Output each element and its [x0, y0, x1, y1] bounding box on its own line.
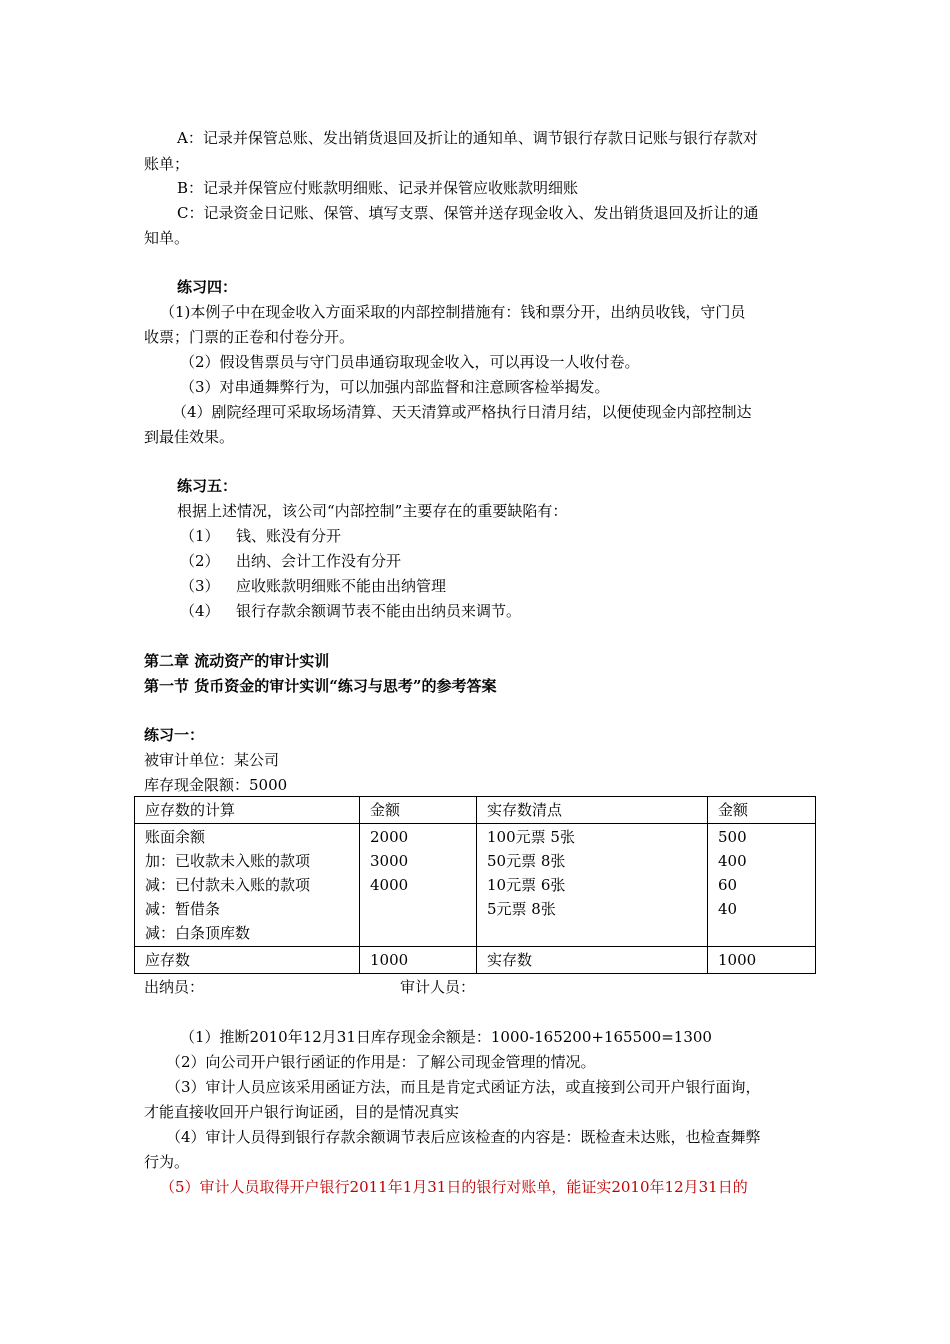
table-footer-cell: 1000	[360, 947, 477, 974]
table-cell-line: 5元票 8张	[487, 900, 556, 918]
book-balance-cell	[135, 824, 360, 947]
cash-count-table	[134, 796, 816, 974]
table-cell-line: 加：已收款未入账的款项	[145, 852, 311, 870]
table-cell-line: 60	[718, 876, 738, 894]
auditor-label: 审计人员：	[400, 978, 476, 996]
paragraph-c-line1: C：记录资金日记账、保管、填写支票、保管并送存现金收入、发出销货退回及折让的通	[177, 204, 759, 222]
exercise4-item1-line2: 收票；门票的正卷和付卷分开。	[144, 328, 355, 346]
table-cell-line: 3000	[370, 852, 409, 870]
table-cell-line: 10元票 6张	[487, 876, 566, 894]
audited-unit: 被审计单位：某公司	[144, 751, 280, 769]
table-header-cell: 金额	[708, 797, 816, 824]
answer-3-line2: 才能直接收回开户银行询证函，目的是情况真实	[144, 1103, 460, 1121]
exercise1-heading: 练习一：	[144, 726, 205, 744]
table-header-cell: 应存数的计算	[135, 797, 360, 824]
table-cell-line: 500	[718, 828, 747, 846]
exercise5-item-text: 出纳、会计工作没有分开	[236, 552, 402, 570]
answer-4-line2: 行为。	[144, 1153, 190, 1171]
exercise5-item-num: （3）	[180, 577, 220, 595]
table-cell-line: 4000	[370, 876, 409, 894]
exercise5-item-text: 应收账款明细账不能由出纳管理	[236, 577, 447, 595]
table-header-cell: 金额	[360, 797, 477, 824]
cash-count-cell	[477, 824, 708, 947]
answer-1: （1）推断2010年12月31日库存现金余额是：1000-165200+165500=1300	[180, 1028, 712, 1046]
exercise4-item4-line1: （4）剧院经理可采取场场清算、天天清算或严格执行日清月结，以便使现金内部控制达	[172, 403, 752, 421]
cash-amount-cell	[708, 824, 816, 947]
table-header-row	[135, 797, 816, 824]
table-cell-line: 40	[718, 900, 738, 918]
table-row	[135, 824, 816, 947]
table-footer-cell: 实存数	[477, 947, 708, 974]
table-cell-line: 减：白条顶库数	[145, 924, 251, 942]
cash-limit: 库存现金限额：5000	[144, 776, 288, 794]
exercise4-item4-line2: 到最佳效果。	[144, 428, 235, 446]
answer-4-line1: （4）审计人员得到银行存款余额调节表后应该检查的内容是：既检查未达账，也检查舞弊	[166, 1128, 761, 1146]
table-cell-line: 400	[718, 852, 747, 870]
section-title: 第一节 货币资金的审计实训“练习与思考”的参考答案	[144, 677, 497, 695]
exercise5-item-num: （1）	[180, 527, 220, 545]
exercise5-heading: 练习五：	[177, 477, 238, 495]
exercise5-item-num: （2）	[180, 552, 220, 570]
table-cell-line: 2000	[370, 828, 409, 846]
table-footer-cell: 1000	[708, 947, 816, 974]
table-cell-line: 减：暂借条	[145, 900, 221, 918]
exercise5-item-text: 钱、账没有分开	[236, 527, 342, 545]
paragraph-c-line2: 知单。	[144, 229, 190, 247]
answer-3-line1: （3）审计人员应该采用函证方法，而且是肯定式函证方法，或直接到公司开户银行面询，	[166, 1078, 761, 1096]
cashier-label: 出纳员：	[144, 978, 205, 996]
answer-5-line1: （5）审计人员取得开户银行2011年1月31日的银行对账单，能证实2010年12月31日的	[160, 1178, 748, 1196]
exercise4-item3: （3）对串通舞弊行为，可以加强内部监督和注意顾客检举揭发。	[180, 378, 610, 396]
exercise4-item1-line1: （1)本例子中在现金收入方面采取的内部控制措施有：钱和票分开，出纳员收钱，守门员	[160, 303, 746, 321]
chapter-title: 第二章 流动资产的审计实训	[144, 652, 330, 670]
paragraph-b: B：记录并保管应付账款明细账、记录并保管应收账款明细账	[177, 179, 579, 197]
exercise4-item2: （2）假设售票员与守门员串通窃取现金收入，可以再设一人收付卷。	[180, 353, 640, 371]
table-cell-line: 100元票 5张	[487, 828, 575, 846]
exercise5-intro: 根据上述情况，该公司“内部控制”主要存在的重要缺陷有：	[177, 502, 568, 520]
exercise5-item-num: （4）	[180, 602, 220, 620]
exercise5-item-text: 银行存款余额调节表不能由出纳员来调节。	[236, 602, 522, 620]
table-footer-row	[135, 947, 816, 974]
paragraph-a-line2: 账单；	[144, 155, 190, 173]
exercise4-heading: 练习四：	[177, 278, 238, 296]
table-header-cell: 实存数清点	[477, 797, 708, 824]
paragraph-a-line1: A：记录并保管总账、发出销货退回及折让的通知单、调节银行存款日记账与银行存款对	[177, 129, 758, 147]
table-cell-line: 账面余额	[145, 828, 206, 846]
table-cell-line: 减：已付款未入账的款项	[145, 876, 311, 894]
table-cell-line: 50元票 8张	[487, 852, 566, 870]
answer-2: （2）向公司开户银行函证的作用是：了解公司现金管理的情况。	[166, 1053, 596, 1071]
table-footer-cell: 应存数	[135, 947, 360, 974]
book-amount-cell	[360, 824, 477, 947]
